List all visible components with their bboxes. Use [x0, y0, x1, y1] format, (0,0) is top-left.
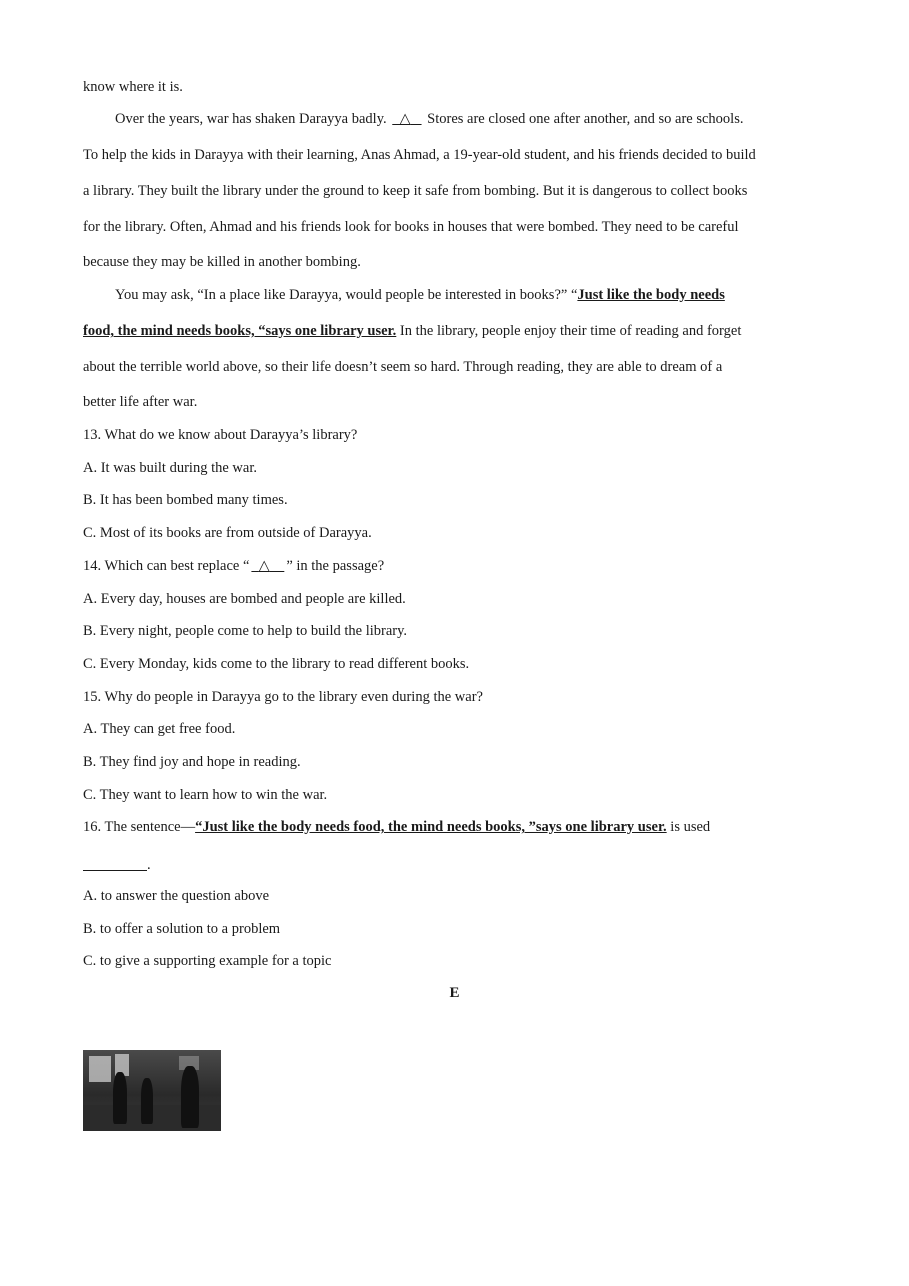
- option-13a: A. It was built during the war.: [83, 460, 257, 476]
- blank-triangle: [390, 110, 423, 128]
- passage-line: [83, 322, 741, 340]
- passage-line: better life after war.: [83, 394, 198, 410]
- answer-blank: [83, 870, 147, 871]
- blank-triangle: [249, 557, 286, 575]
- question-text: ” in the passage?: [286, 558, 385, 574]
- question-16: [83, 818, 710, 836]
- quote-bold: “Just like the body needs food, the mind needs books, ”says one library user.: [195, 819, 667, 835]
- option-13b: B. It has been bombed many times.: [83, 492, 288, 508]
- question-15: 15. Why do people in Darayya go to the library even during the war?: [83, 689, 483, 705]
- option-15b: B. They find joy and hope in reading.: [83, 754, 301, 770]
- option-15c: C. They want to learn how to win the war.: [83, 787, 328, 803]
- photo-figure: [113, 1072, 127, 1124]
- passage-text: Stores are closed one after another, and so are schools.: [427, 111, 744, 127]
- passage-text: Over the years, war has shaken Darayya badly.: [115, 111, 387, 127]
- question-text: 14. Which can best replace “: [83, 558, 250, 574]
- passage-line: know where it is.: [83, 79, 183, 95]
- passage-line: about the terrible world above, so their life doesn’t seem so hard. Through reading, they are able to dream of a: [83, 359, 723, 375]
- option-16c: C. to give a supporting example for a topic: [83, 953, 332, 969]
- quote-bold: food, the mind needs books, “says one library user.: [83, 323, 397, 339]
- passage-line: a library. They built the library under the ground to keep it safe from bombing. But it is dangerous to collect books: [83, 183, 748, 199]
- passage-text: You may ask, “In a place like Darayya, would people be interested in books?” “: [115, 287, 578, 303]
- passage-line: because they may be killed in another bombing.: [83, 254, 361, 270]
- option-16a: A. to answer the question above: [83, 888, 270, 904]
- passage-text: In the library, people enjoy their time of reading and forget: [396, 323, 742, 339]
- question-text: is used: [666, 819, 711, 835]
- quote-bold: Just like the body needs: [577, 287, 725, 303]
- option-16b: B. to offer a solution to a problem: [83, 921, 281, 937]
- triangle-icon: △: [399, 111, 411, 127]
- photo-figure: [181, 1066, 199, 1128]
- question-13: 13. What do we know about Darayya’s library?: [83, 427, 358, 443]
- passage-line: To help the kids in Darayya with their learning, Anas Ahmad, a 19-year-old student, and his friends decided to build: [83, 147, 756, 163]
- passage-line: [115, 286, 725, 304]
- question-text: 16. The sentence—: [83, 819, 196, 835]
- question-16-end: .: [147, 857, 151, 873]
- photo-figure: [141, 1078, 153, 1124]
- option-15a: A. They can get free food.: [83, 721, 236, 737]
- photo-window: [89, 1056, 111, 1082]
- section-title: E: [449, 985, 460, 1001]
- option-13c: C. Most of its books are from outside of Darayya.: [83, 525, 372, 541]
- option-14a: A. Every day, houses are bombed and people are killed.: [83, 591, 406, 607]
- triangle-icon: △: [258, 558, 270, 574]
- question-14: [83, 557, 384, 575]
- photo-image: [83, 1050, 221, 1131]
- option-14b: B. Every night, people come to help to build the library.: [83, 623, 408, 639]
- option-14c: C. Every Monday, kids come to the library to read different books.: [83, 656, 470, 672]
- passage-line: [115, 110, 743, 128]
- passage-line: for the library. Often, Ahmad and his friends look for books in houses that were bombed. They need to be careful: [83, 219, 739, 235]
